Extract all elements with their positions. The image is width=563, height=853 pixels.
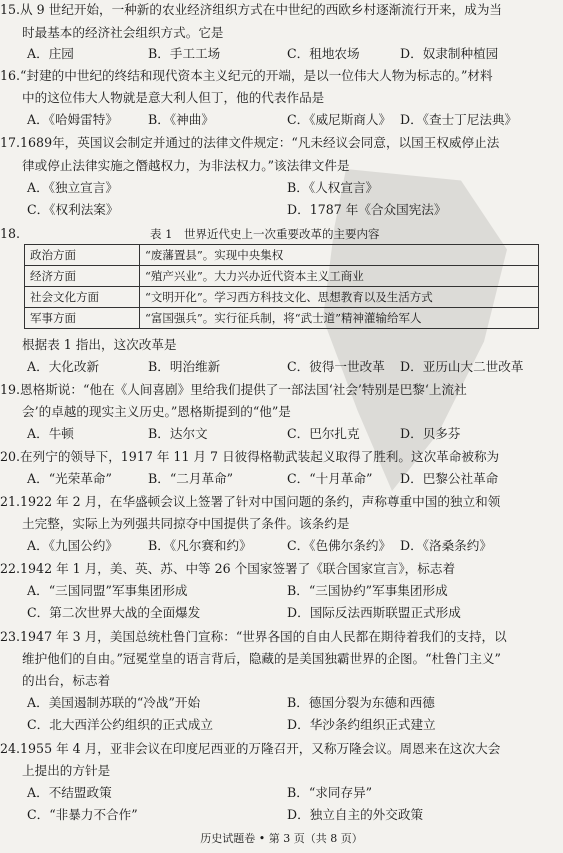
question-20-option-d: D．巴黎公社革命 <box>400 471 499 486</box>
question-17-option-d: D．1787 年《合众国宪法》 <box>287 202 447 217</box>
question-22-number: 22. <box>0 561 21 576</box>
question-20-number: 20. <box>0 449 21 464</box>
question-20-option-b: B．“二月革命” <box>148 471 234 486</box>
question-21-stem-1: 1922 年 2 月，在华盛顿会议上签署了针对中国问题的条约，声称尊重中国的独立和领 <box>20 494 501 509</box>
question-16-number: 16. <box>0 68 21 83</box>
question-23-option-c: C．北大西洋公约组织的正式成立 <box>27 717 213 732</box>
question-22-stem-1: 1942 年 1 月，美、英、苏、中等 26 个国家签署了《联合国家宣言》，标志着 <box>20 561 456 576</box>
question-15-option-a: A．庄园 <box>27 46 74 61</box>
question-23-line-1 <box>0 629 507 645</box>
question-24-option-d: D．独立自主的外交政策 <box>287 807 424 822</box>
question-21-option-a: A．《九国公约》 <box>27 538 118 553</box>
question-18-option-c: C．彼得一世改革 <box>287 359 385 374</box>
question-15-line-1 <box>0 2 502 18</box>
question-19-stem-1: 恩格斯说：“他在《人间喜剧》里给我们提供了一部法国‘社会’特别是巴黎‘上流社 <box>20 382 467 397</box>
page-footer: 历史试题卷 • 第 3 页（共 8 页） <box>200 832 363 845</box>
question-24-option-c: C．“非暴力不合作” <box>27 807 138 822</box>
question-20-line-1 <box>0 449 499 465</box>
question-20-stem-1: 在列宁的领导下，1917 年 11 月 7 日彼得格勒武装起义取得了胜利。这次革命被称为 <box>20 449 500 464</box>
question-23-option-b: B．德国分裂为东德和西德 <box>287 695 435 710</box>
question-19-option-d: D．贝多芬 <box>400 426 461 441</box>
question-18-option-d: D．亚历山大二世改革 <box>400 359 524 374</box>
question-23-option-a: A．美国遏制苏联的“冷战”开始 <box>27 695 201 710</box>
question-21-option-d: D．《洛桑条约》 <box>400 538 492 553</box>
question-18-number: 18. <box>0 226 21 241</box>
question-24-stem-1: 1955 年 4 月，亚非会议在印度尼西亚的万隆召开，又称万隆会议。周恩来在这次大会 <box>20 741 501 756</box>
question-21-number: 21. <box>0 494 21 509</box>
question-15-stem-2: 时最基本的经济社会组织方式。它是 <box>22 25 224 40</box>
question-23-stem-2: 维护他们的自由。”冠冕堂皇的语言背后，隐藏的是美国独霸世界的企图。“杜鲁门主义” <box>22 651 501 666</box>
question-21-option-c: C．《色佛尔条约》 <box>287 538 392 553</box>
question-19-option-b: B．达尔文 <box>148 426 208 441</box>
question-16-option-c: C．《威尼斯商人》 <box>287 112 392 127</box>
question-21-option-b: B．《凡尔赛和约》 <box>148 538 252 553</box>
question-24-number: 24. <box>0 741 21 756</box>
question-23-option-d: D．华沙条约组织正式建立 <box>287 717 436 732</box>
question-19-number: 19. <box>0 382 21 397</box>
question-17-stem-1: 1689年，英国议会制定并通过的法律文件规定：“凡未经议会同意，以国王权威停止法 <box>20 135 500 150</box>
question-23-number: 23. <box>0 629 21 644</box>
table-cell: “废藩置县”。实现中央集权 <box>140 245 539 266</box>
question-18-stem-1: 根据表 1 指出，这次改革是 <box>22 337 177 352</box>
question-17-option-a: A．《独立宣言》 <box>27 180 118 195</box>
question-24-option-b: B．“求同存异” <box>287 785 373 800</box>
question-21-line-1 <box>0 494 500 510</box>
table-row <box>25 266 539 287</box>
question-22-option-d: D．国际反法西斯联盟正式形成 <box>287 605 461 620</box>
question-17-line-1 <box>0 135 499 151</box>
question-15-option-d: D．奴隶制种植园 <box>400 46 499 61</box>
question-19-line-1 <box>0 382 467 398</box>
question-17-number: 17. <box>0 135 21 150</box>
table-row <box>25 308 539 329</box>
question-16-option-d: D．《查士丁尼法典》 <box>400 112 518 127</box>
table-cell: 经济方面 <box>25 266 140 287</box>
question-15-stem-1: 从 9 世纪开始，一种新的农业经济组织方式在中世纪的西欧乡村逐渐流行开来，成为当 <box>20 2 503 17</box>
question-16-option-a: A．《哈姆雷特》 <box>27 112 118 127</box>
question-17-stem-2: 律或停止法律实施之僭越权力，为非法权力。”该法律文件是 <box>22 158 350 173</box>
table-row <box>25 287 539 308</box>
question-16-line-1 <box>0 68 493 84</box>
table-cell: 军事方面 <box>25 308 140 329</box>
table-cell: “殖产兴业”。大力兴办近代资本主义工商业 <box>140 266 539 287</box>
question-23-stem-1: 1947 年 3 月，美国总统杜鲁门宣称：“世界各国的自由人民都在期待着我们的支持，以 <box>20 629 507 644</box>
table-cell: 政治方面 <box>25 245 140 266</box>
question-19-option-a: A．牛顿 <box>27 426 74 441</box>
question-15-number: 15. <box>0 2 21 17</box>
question-22-option-c: C．第二次世界大战的全面爆发 <box>27 605 201 620</box>
question-22-option-a: A．“三国同盟”军事集团形成 <box>27 583 188 598</box>
question-22-line-1 <box>0 561 455 577</box>
question-16-stem-2: 中的这位伟大人物就是意大利人但丁，他的代表作品是 <box>22 90 325 105</box>
question-24-option-a: A．不结盟政策 <box>27 785 112 800</box>
table-cell: “文明开化”。学习西方科技文化、思想教育以及生活方式 <box>140 287 539 308</box>
question-16-option-b: B．《神曲》 <box>148 112 214 127</box>
question-24-stem-2: 上提出的方针是 <box>22 763 111 778</box>
question-20-option-a: A．“光荣革命” <box>27 471 112 486</box>
question-19-option-c: C．巴尔扎克 <box>287 426 360 441</box>
reform-table <box>24 244 539 329</box>
question-16-stem-1: “封建的中世纪的终结和现代资本主义纪元的开端，是以一位伟大人物为标志的。”材料 <box>20 68 493 83</box>
table-row <box>25 245 539 266</box>
question-17-option-c: C．《权利法案》 <box>27 202 119 217</box>
question-15-option-c: C．租地农场 <box>287 46 360 61</box>
question-22-option-b: B．“三国协约”军事集团形成 <box>287 583 448 598</box>
table-1-caption: 表 1 世界近代史上一次重要改革的主要内容 <box>150 227 380 241</box>
question-20-option-c: C．“十月革命” <box>287 471 373 486</box>
question-23-stem-3: 的出台，标志着 <box>22 673 111 688</box>
question-18-option-b: B．明治维新 <box>148 359 221 374</box>
table-cell: “富国强兵”。实行征兵制，将“武士道”精神灌输给军人 <box>140 308 539 329</box>
question-21-stem-2: 土完整，实际上为列强共同掠夺中国提供了条件。该条约是 <box>22 516 350 531</box>
question-19-stem-2: 会’的卓越的现实主义历史。”恩格斯提到的“他”是 <box>22 404 291 419</box>
question-15-option-b: B．手工工场 <box>148 46 221 61</box>
question-17-option-b: B．《人权宣言》 <box>287 180 379 195</box>
table-cell: 社会文化方面 <box>25 287 140 308</box>
question-18-option-a: A．大化改新 <box>27 359 100 374</box>
question-24-line-1 <box>0 741 500 757</box>
